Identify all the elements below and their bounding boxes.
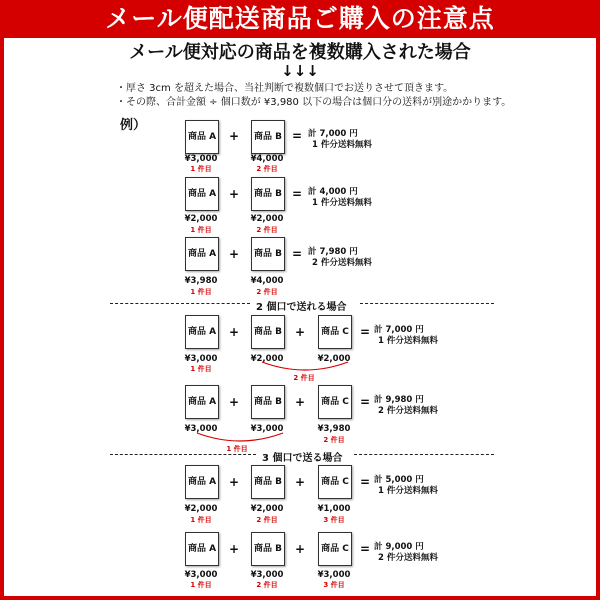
free-shipping-note: 1 件分送料無料	[378, 336, 438, 346]
plus-sign: +	[294, 395, 306, 409]
item-price: ¥3,980	[184, 276, 218, 286]
total-amount: 計 5,000 円	[374, 475, 424, 485]
item-price: ¥2,000	[250, 214, 284, 224]
item-price: ¥3,000	[184, 154, 218, 164]
item-count: 2 件目	[323, 436, 345, 444]
plus-sign: +	[294, 475, 306, 489]
product-box: 商品 C	[318, 315, 352, 349]
free-shipping-note: 1 件分送料無料	[312, 198, 372, 208]
plus-sign: +	[228, 325, 240, 339]
divider-label: 2 個口で送れる場合	[254, 298, 348, 313]
product-box: 商品 C	[318, 385, 352, 419]
product-box: 商品 A	[185, 237, 219, 271]
item-price: ¥3,980	[317, 424, 351, 434]
group-count: 2 件目	[293, 374, 315, 382]
item-count: 1 件目	[190, 581, 212, 589]
item-price: ¥3,000	[184, 570, 218, 580]
plus-sign: +	[228, 129, 240, 143]
free-shipping-note: 2 件分送料無料	[378, 553, 438, 563]
item-price: ¥3,000	[184, 354, 218, 364]
item-count: 1 件目	[190, 365, 212, 373]
product-box: 商品 A	[185, 385, 219, 419]
item-count: 3 件目	[323, 516, 345, 524]
item-price: ¥2,000	[184, 214, 218, 224]
product-box: 商品 B	[251, 385, 285, 419]
item-price: ¥2,000	[184, 504, 218, 514]
product-box: 商品 C	[318, 532, 352, 566]
item-price: ¥2,000	[317, 354, 351, 364]
divider-label: 3 個口で送る場合	[260, 449, 344, 464]
product-box: 商品 A	[185, 465, 219, 499]
product-box: 商品 A	[185, 532, 219, 566]
equals-sign: =	[359, 325, 371, 339]
product-box: 商品 B	[251, 315, 285, 349]
group-bracket	[195, 431, 285, 445]
item-count: 3 件目	[323, 581, 345, 589]
plus-sign: +	[228, 247, 240, 261]
item-count: 2 件目	[256, 288, 278, 296]
item-price: ¥1,000	[317, 504, 351, 514]
free-shipping-note: 1 件分送料無料	[378, 486, 438, 496]
equals-sign: =	[359, 475, 371, 489]
plus-sign: +	[294, 325, 306, 339]
total-amount: 計 7,000 円	[374, 325, 424, 335]
example-label: 例）	[120, 118, 147, 133]
total-amount: 計 9,980 円	[374, 395, 424, 405]
item-count: 2 件目	[256, 165, 278, 173]
item-price: ¥2,000	[250, 354, 284, 364]
item-count: 2 件目	[256, 581, 278, 589]
page-banner: メール便配送商品ご購入の注意点	[0, 0, 600, 38]
equals-sign: =	[291, 129, 303, 143]
page-subtitle: メール便対応の商品を複数購入された場合	[129, 42, 471, 63]
item-count: 1 件目	[190, 288, 212, 296]
note-shipping-fee: ・その際、合計金額 ÷ 個口数が ¥3,980 以下の場合は個口分の送料が別途かかります。	[116, 97, 512, 108]
product-box: 商品 B	[251, 465, 285, 499]
product-box: 商品 B	[251, 177, 285, 211]
free-shipping-note: 2 件分送料無料	[312, 258, 372, 268]
product-box: 商品 B	[251, 532, 285, 566]
free-shipping-note: 2 件分送料無料	[378, 406, 438, 416]
product-box: 商品 A	[185, 177, 219, 211]
down-arrows: ↓↓↓	[281, 62, 319, 80]
plus-sign: +	[228, 395, 240, 409]
plus-sign: +	[294, 542, 306, 556]
plus-sign: +	[228, 475, 240, 489]
total-amount: 計 7,000 円	[308, 129, 358, 139]
equals-sign: =	[291, 247, 303, 261]
divider-three-parcels	[110, 449, 494, 464]
divider-two-parcels	[110, 298, 494, 313]
item-price: ¥4,000	[250, 276, 284, 286]
product-box: 商品 C	[318, 465, 352, 499]
item-count: 2 件目	[256, 226, 278, 234]
item-price: ¥3,000	[317, 570, 351, 580]
item-count: 1 件目	[190, 226, 212, 234]
total-amount: 計 7,980 円	[308, 247, 358, 257]
note-thickness: ・厚さ 3cm を超えた場合、当社判断で複数個口でお送りさせて頂きます。	[116, 83, 454, 94]
product-box: 商品 B	[251, 237, 285, 271]
group-bracket	[260, 360, 350, 374]
equals-sign: =	[359, 395, 371, 409]
free-shipping-note: 1 件分送料無料	[312, 140, 372, 150]
item-count: 1 件目	[190, 516, 212, 524]
product-box: 商品 A	[185, 120, 219, 154]
total-amount: 計 4,000 円	[308, 187, 358, 197]
item-price: ¥4,000	[250, 154, 284, 164]
equals-sign: =	[291, 187, 303, 201]
item-count: 1 件目	[190, 165, 212, 173]
equals-sign: =	[359, 542, 371, 556]
plus-sign: +	[228, 187, 240, 201]
product-box: 商品 B	[251, 120, 285, 154]
group-count: 1 件目	[226, 445, 248, 453]
item-price: ¥3,000	[250, 424, 284, 434]
item-price: ¥3,000	[250, 570, 284, 580]
plus-sign: +	[228, 542, 240, 556]
total-amount: 計 9,000 円	[374, 542, 424, 552]
item-price: ¥3,000	[184, 424, 218, 434]
product-box: 商品 A	[185, 315, 219, 349]
item-count: 2 件目	[256, 516, 278, 524]
item-price: ¥2,000	[250, 504, 284, 514]
